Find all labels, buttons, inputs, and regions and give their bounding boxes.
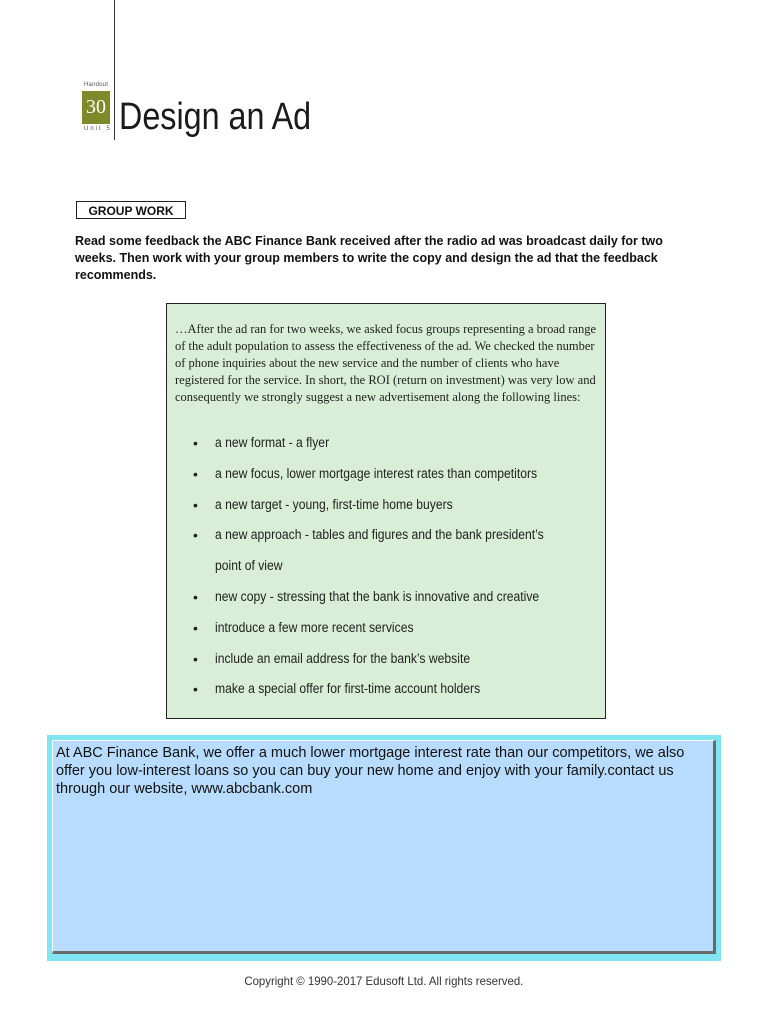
page-title: Design an Ad — [119, 96, 312, 138]
list-item: • a new target - young, first-time home buyers — [191, 490, 601, 521]
bullet-icon: • — [193, 496, 198, 513]
list-item: • a new approach - tables and figures and the bank president’s — [191, 520, 601, 551]
answer-textarea[interactable] — [52, 740, 716, 954]
list-item: • a new format - a flyer — [191, 428, 601, 459]
bullet-icon: • — [193, 681, 198, 698]
bullet-icon: • — [193, 619, 198, 636]
feedback-bullet-list — [191, 428, 601, 705]
list-item-continuation: point of view — [215, 558, 283, 574]
handout-number-badge: 30 — [82, 91, 110, 124]
answer-text: At ABC Finance Bank, we offer a much lower mortgage interest rate than our competitors, we also offer you low-interest loans so you can buy your new home and enjoy with your family.contact us through our website, www.abcbank.com — [56, 745, 685, 797]
bullet-icon: • — [193, 435, 198, 451]
copyright-footer — [0, 974, 768, 988]
list-item: • make a special offer for first-time account holders — [191, 674, 601, 705]
list-item: • include an email address for the bank’s website — [191, 644, 601, 675]
feedback-box — [166, 303, 606, 719]
list-item: • introduce a few more recent services — [191, 613, 601, 644]
instructions-text: Read some feedback the ABC Finance Bank received after the radio ad was broadcast daily for two weeks. Then work with your group members to write the copy and design the ad that the feedback recommends. — [75, 234, 663, 282]
handout-label: Handout — [84, 82, 109, 88]
list-item: • a new focus, lower mortgage interest rates than competitors — [191, 459, 601, 490]
bullet-icon: • — [193, 650, 198, 667]
copyright-text: Copyright © 1990-2017 Edusoft Ltd. All rights reserved. — [244, 974, 524, 988]
unit-label: Unit 5 — [84, 126, 112, 132]
bullet-icon: • — [193, 588, 198, 605]
header-divider-line — [114, 0, 115, 140]
bullet-icon: • — [193, 527, 198, 544]
bullet-icon: • — [193, 465, 198, 482]
group-work-badge: GROUP WORK — [76, 201, 186, 219]
feedback-paragraph: …After the ad ran for two weeks, we asked focus groups representing a broad range of the adult population to assess the effectiveness of the ad. We checked the number of phone inquiries about the new service and the number of clients who have registered for the service. In short, the ROI (return on investment) was very low and consequently we strongly suggest a new advertisement along the following lines: — [175, 322, 597, 404]
list-item: • new copy - stressing that the bank is innovative and creative — [191, 582, 601, 613]
